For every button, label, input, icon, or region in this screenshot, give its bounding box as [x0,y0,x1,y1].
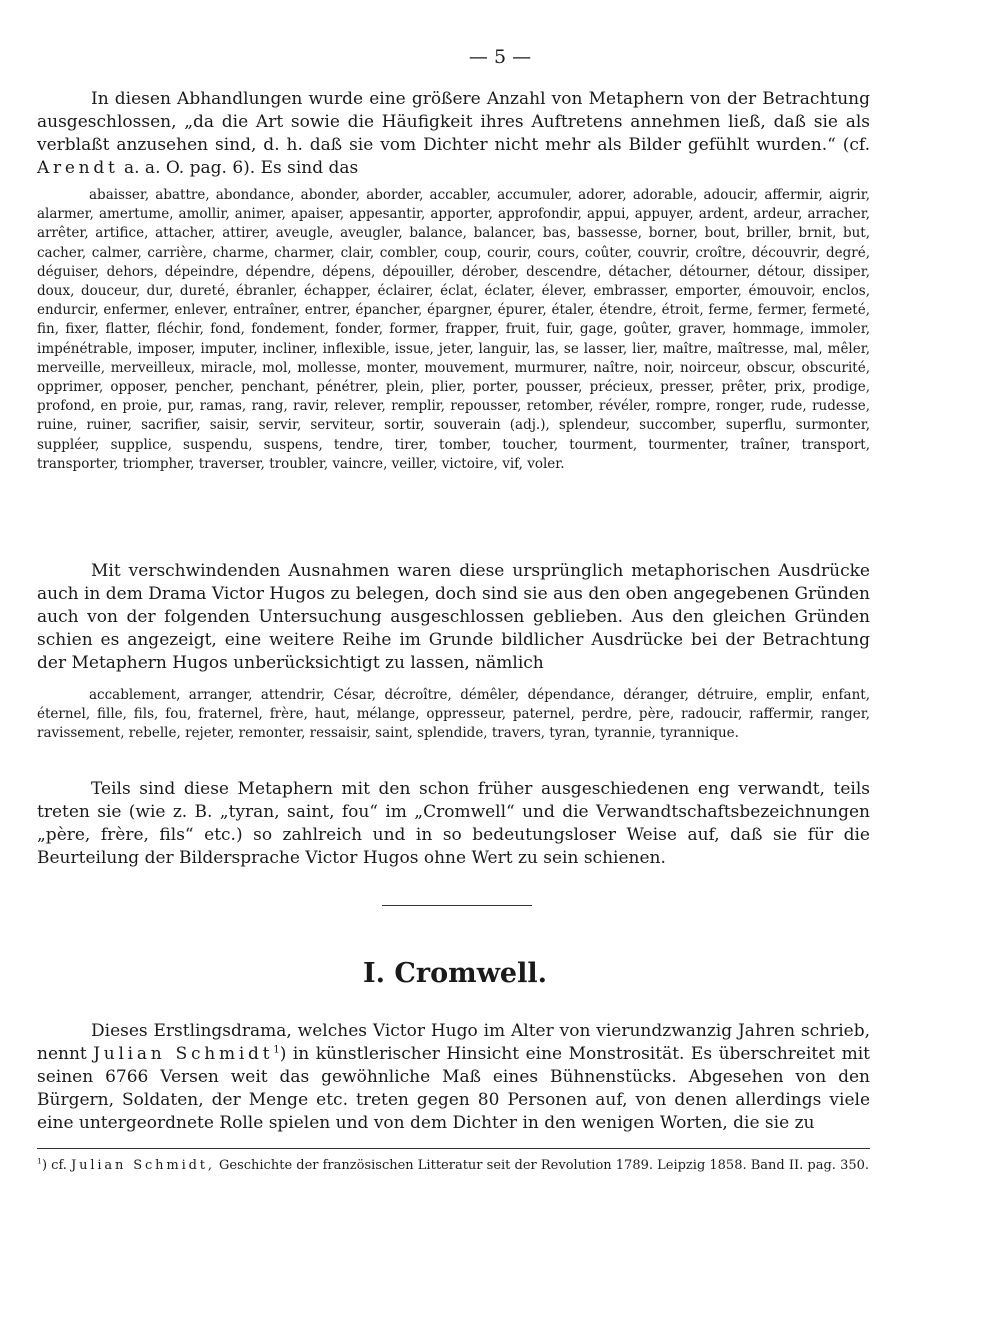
excluded-metaphor-list: abaisser, abattre, abondance, abonder, aborder, accabler, accumuler, adorer, adorable, adoucir, affermir, aigrir, alarmer, amertume, amollir, animer, apaiser, appesantir, apporter, approfondir, appui, appuyer, ardent, ardeur, arracher, arrêter, artifice, attacher, attirer, aveugle, aveugler, balance, balancer, bas, bassesse, borner, bout, briller, brnit, but, cacher, calmer, carrière, charme, charmer, clair, combler, coup, courir, cours, coûter, couvrir, croître, découvrir, degré, déguiser, dehors, dépeindre, dépendre, dépens, dépouiller, dérober, descendre, détacher, détourner, détour, dissiper, doux, douceur, dur, dureté, ébranler, échapper, éclairer, éclat, éclater, élever, embrasser, emporter, émouvoir, enclos, endurcir, enfermer, enlever, entraîner, entrer, épancher, épargner, épurer, étaler, étendre, étroit, ferme, fermer, fermeté, fin, fixer, flatter, fléchir, fond, fondement, fonder, former, frapper, fruit, fuir, gage, goûter, graver, hommage, immoler, impénétrable, imposer, imputer, incliner, inflexible, issue, jeter, languir, las, se lasser, lier, maître, maîtresse, mal, mêler, merveille, merveilleux, miracle, mol, mollesse, monter, mouvement, murmurer, naître, noir, noirceur, obscur, obscurité, opprimer, opposer, pencher, penchant, pénétrer, plein, plier, porter, pousser, précieux, presser, prêter, prix, prodige, profond, en proie, pur, ramas, rang, ravir, relever, remplir, repousser, retomber, révéler, rompre, ronger, rude, rudesse, ruine, ruiner, sacrifier, saisir, servir, serviteur, sortir, souverain (adj.), splendeur, succomber, superflu, surmonter, suppléer, supplice, suspendu, suspens, tendre, tirer, tomber, toucher, tourment, tourmenter, traîner, transport, transporter, triompher, traverser, troubler, vaincre, veiller, victoire, vif, voler. [37,187,870,472]
paragraph-reasons: Teils sind diese Metaphern mit den schon früher ausgeschiedenen eng verwandt, teils treten sie (wie z. B. „tyran, saint, fou“ im „Cromwell“ und die Verwandtschaftsbezeichnungen „père, frère, fils“ etc.) so zahlreich und in so bedeutungsloser Weise auf, daß sie für die Beurteilung der Bildersprache Victor Hugos ohne Wert zu sein schienen. [37,779,870,868]
footnote-rule [37,1148,870,1149]
cromwell-text-start: Dieses Erstlingsdrama, welches Victor Hugo im Alter von vierundzwanzig Jahren schrieb, nennt [37,1021,870,1064]
section-divider [382,905,532,906]
intro-text: In diesen Abhandlungen wurde eine größere Anzahl von Metaphern von der Betrachtung ausgeschlossen, „da die Art sowie die Häufigkeit ihres Auftretens annehmen ließ, daß sie als verblaßt anzusehen sind, d. h. daß sie vom Dichter nicht mehr als Bilder gefühlt wurden.“ (cf. [37,89,870,155]
page-number: — 5 — [468,46,532,68]
footnote-reference[interactable]: 1 [273,1044,280,1056]
footnote-author: Julian Schmidt, [71,1158,215,1173]
footnote [37,1156,870,1175]
footnote-text: Geschichte der französischen Litteratur seit der Revolution 1789. Leipzig 1858. Band II. pag. 350. [219,1158,870,1173]
intro-paragraph [37,88,870,180]
cromwell-text-rest: ) in künstlerischer Hinsicht eine Monstrosität. Es überschreitet mit seinen 6766 Versen weit das gewöhnliche Maß eines Bühnenstücks. Abgesehen von den Bürgern, Soldaten, der Menge etc. treten gegen 80 Personen auf, von denen allerdings viele eine untergeordnete Rolle spielen und von dem Dichter in den wenigen Worten, die sie zu [37,1044,871,1133]
paragraph-exceptions: Mit verschwindenden Ausnahmen waren diese ursprünglich metaphorischen Ausdrücke auch in dem Drama Victor Hugos zu belegen, doch sind sie aus den oben angegebenen Gründen auch von der folgenden Untersuchung ausgeschlossen geblieben. Aus den gleichen Gründen schien es angezeigt, eine weitere Reihe im Grunde bildlicher Ausdrücke bei der Betrachtung der Metaphern Hugos unberücksichtigt zu lassen, nämlich [37,561,870,673]
cromwell-paragraph [37,1020,870,1135]
footnote-lead: ) cf. [41,1158,67,1173]
intro-tail: a. a. O. pag. 6). Es sind das [123,158,359,178]
footnote-mark: 1 [37,1156,42,1166]
section-title: I. Cromwell. [362,958,548,989]
cited-author: Julian Schmidt [93,1044,274,1064]
author-name: Arendt [37,158,119,178]
additional-excluded-list: accablement, arranger, attendrir, César, décroître, démêler, dépendance, déranger, détruire, emplir, enfant, éternel, fille, fils, fou, fraternel, frère, haut, mélange, oppresseur, paternel, perdre, père, radoucir, raffermir, ranger, ravissement, rebelle, rejeter, remonter, ressaisir, saint, splendide, travers, tyran, tyrannie, tyrannique. [37,687,870,742]
